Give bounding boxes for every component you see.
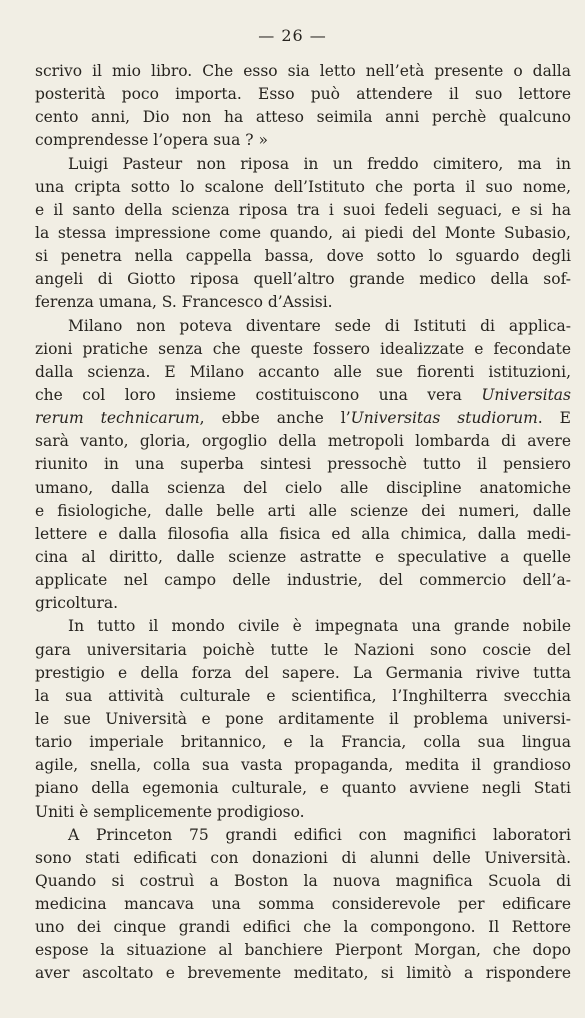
text-line: Quando si costruì a Boston la nuova magnifica Scuola di [35, 871, 571, 890]
text-segment: che col loro insieme costituiscono una vera [35, 385, 462, 404]
paragraph [35, 824, 571, 986]
text-line: comprendesse l’opera sua ? » [35, 131, 269, 150]
paragraph [35, 615, 571, 823]
text-line: agile, snella, colla sua vasta propaganda, medita il grandioso [35, 756, 571, 775]
text-line: riunito in una superba sintesi pressochè tutto il pensiero [35, 455, 571, 474]
text-line: In tutto il mondo civile è impegnata una grande nobile [68, 617, 571, 636]
text-line: Milano non poteva diventare sede di Istituti di applica- [68, 316, 571, 335]
text-line: una cripta sotto lo scalone dell’Istituto che porta il suo nome, [35, 177, 571, 196]
text-line: aver ascoltato e brevemente meditato, si limitò a rispondere [35, 964, 571, 983]
text-line: e il santo della scienza riposa tra i suoi fedeli seguaci, e si ha [35, 200, 571, 219]
page-number: — 26 — [258, 26, 327, 45]
text-line: cento anni, Dio non ha atteso seimila anni perchè qualcuno [35, 108, 571, 127]
text-line: gricoltura. [35, 594, 119, 613]
text-line: espose la situazione al banchiere Pierpont Morgan, che dopo [35, 941, 571, 960]
text-line [35, 384, 571, 407]
text-segment: . E [537, 409, 571, 428]
text-line: scrivo il mio libro. Che esso sia letto nell’età presente o dalla [35, 62, 571, 80]
text-line [35, 407, 571, 430]
text-line: la sua attività culturale e scientifica, l’Inghilterra svecchia [35, 686, 571, 705]
text-line: A Princeton 75 grandi edifici con magnifici laboratori [68, 825, 571, 844]
italic-term: Universitas studiorum [350, 409, 538, 428]
italic-term: Universitas [481, 385, 572, 404]
italic-term: rerum technicarum [35, 409, 200, 428]
text-line: uno dei cinque grandi edifici che la compongono. Il Rettore [35, 918, 571, 937]
text-line: le sue Università e pone arditamente il problema universi- [35, 709, 571, 728]
text-line: angeli di Giotto riposa quell’altro grande medico della sof- [35, 270, 571, 289]
text-line: dalla scienza. E Milano accanto alle sue fiorenti istituzioni, [35, 362, 571, 381]
text-line: piano della egemonia culturale, e quanto avviene negli Stati [35, 779, 571, 798]
text-line: posterità poco importa. Esso può attendere il suo lettore [35, 85, 571, 104]
text-line: si penetra nella cappella bassa, dove sotto lo sguardo degli [35, 247, 571, 266]
text-line: applicate nel campo delle industrie, del commercio dell’a- [35, 571, 571, 590]
text-line: e fisiologiche, dalle belle arti alle scienze dei numeri, dalle [35, 501, 571, 520]
text-line: lettere e dalla filosofia alla fisica ed alla chimica, dalla medi- [35, 524, 571, 543]
text-line: tario imperiale britannico, e la Francia, colla sua lingua [35, 733, 571, 752]
text-line: la stessa impressione come quando, ai piedi del Monte Subasio, [35, 223, 571, 242]
paragraph [35, 315, 571, 616]
text-line: Luigi Pasteur non riposa in un freddo cimitero, ma in [68, 154, 571, 173]
text-line: sono stati edificati con donazioni di alunni delle Università. [35, 848, 571, 867]
paragraph [35, 60, 571, 153]
paragraph [35, 153, 571, 315]
text-line: prestigio e della forza del sapere. La Germania rivive tutta [35, 663, 571, 682]
text-line: gara universitaria poichè tutte le Nazioni sono coscie del [35, 640, 571, 659]
text-line: sarà vanto, gloria, orgoglio della metropoli lombarda di avere [35, 432, 571, 451]
text-line: medicina mancava una somma considerevole per edificare [35, 895, 571, 914]
text-line: cina al diritto, dalle scienze astratte e speculative a quelle [35, 547, 571, 566]
text-segment: , ebbe anche l’ [199, 409, 351, 428]
text-line: zioni pratiche senza che queste fossero idealizzate e fecondate [35, 339, 571, 358]
text-line: umano, dalla scienza del cielo alle discipline anatomiche [35, 478, 571, 497]
text-line: Uniti è semplicemente prodigioso. [35, 802, 305, 821]
body-text [35, 60, 571, 986]
text-line: ferenza umana, S. Francesco d’Assisi. [35, 293, 333, 312]
